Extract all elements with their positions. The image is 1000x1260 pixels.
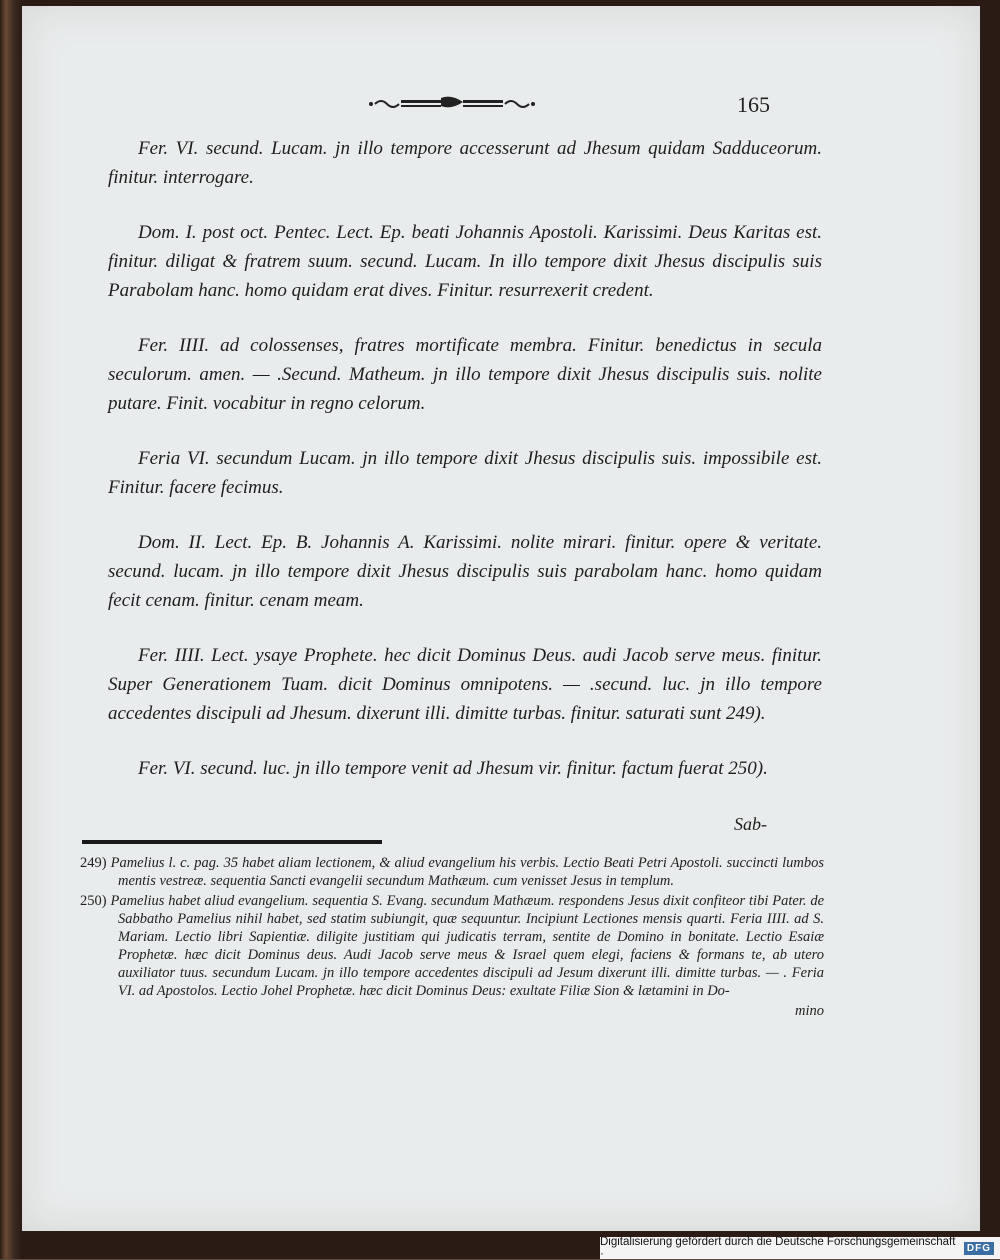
dfg-logo-icon: DFG [964,1242,994,1255]
footnote-rule [82,840,382,844]
footnotes [80,854,824,1020]
footnote-text: Pamelius habet aliud evangelium. sequentia S. Evang. secundum Mathæum. respondens Jesus dixit confiteor tibi Pater. de Sabbatho Pamelius nihil habet, sed statim subiungit, quæ sequuntur. Incipiunt Lectiones mensis quarti. Feria IIII. ad S. Mariam. Lectio libri Sapientiæ. diligite justitiam qui judicatis terram, sentite de Domino in bonitate. Lectio Esaiæ Prophetæ. hæc dicit Dominus deus. Audi Jacob serve meus & Israel quem elegi, faciens & formans te, ab utero auxiliator tuus. secundum Lucam. jn illo tempore accedentes discipuli ad Jesum dixerunt illi. dimitte turbas. — . Feria VI. ad Apostolos. Lectio Johel Prophetæ. hæc dicit Dominus Deus: exultate Filiæ Sion & lætamini in Do- [110,893,825,999]
book-page [22,6,980,1231]
footnote-text: Pamelius l. c. pag. 35 habet aliam lectionem, & aliud evangelium his verbis. Lectio Beati Petri Apostoli. succincti lumbos mentis vestreæ. sequentia Sancti evangelii secundum Mathæum. cum venisset Jesus in templum. [110,855,825,889]
footnote-number: 250) [80,893,107,909]
footer-bar [600,1237,1000,1259]
paragraph: Fer. IIII. Lect. ysaye Prophete. hec dicit Dominus Deus. audi Jacob serve meus. finitur. Super Generationem Tuam. dicit Dominus omnipotens. — .secund. luc. jn illo tempore accedentes discipuli ad Jhesum. dixerunt illi. dimitte turbas. finitur. saturati sunt 249). [108,645,822,724]
paragraph: Fer. IIII. ad colossenses, fratres mortificate membra. Finitur. benedictus in secula seculorum. amen. — .Secund. Matheum. jn illo tempore dixit Jhesus discipulis suis. nolite putare. Finit. vocabitur in regno celorum. [108,335,822,414]
paragraph: Fer. VI. secund. luc. jn illo tempore venit ad Jhesum vir. finitur. factum fuerat 250). [138,758,768,779]
paragraph: Fer. VI. secund. Lucam. jn illo tempore accesserunt ad Jhesum quidam Sadduceorum. finitur. interrogare. [108,138,822,188]
footer-credit: Digitalisierung gefördert durch die Deutsche Forschungsgemeinschaft · [600,1236,956,1260]
ornament-icon [367,92,537,114]
footnote-number: 249) [80,855,107,871]
paragraph: Dom. I. post oct. Pentec. Lect. Ep. beati Johannis Apostoli. Karissimi. Deus Karitas est. finitur. diligat & fratrem suum. secund. Lucam. In illo tempore dixit Jhesus discipulis suis Parabolam hanc. homo quidam erat dives. Finitur. resurrexerit credent. [108,222,822,301]
page-number: 165 [737,92,770,117]
main-text [108,134,822,809]
footnote-catchword: mino [795,1003,824,1019]
paragraph: Feria VI. secundum Lucam. jn illo tempore dixit Jhesus discipulis suis. impossibile est. Finitur. facere fecimus. [108,448,822,498]
paragraph: Dom. II. Lect. Ep. B. Johannis A. Karissimi. nolite mirari. finitur. opere & veritate. secund. lucam. jn illo tempore dixit Jhesus discipulis suis parabolam hanc. homo quidam fecit cenam. finitur. cenam meam. [108,532,822,611]
catchword: Sab- [734,814,767,834]
footnote [80,892,824,1000]
footnote [80,854,824,890]
